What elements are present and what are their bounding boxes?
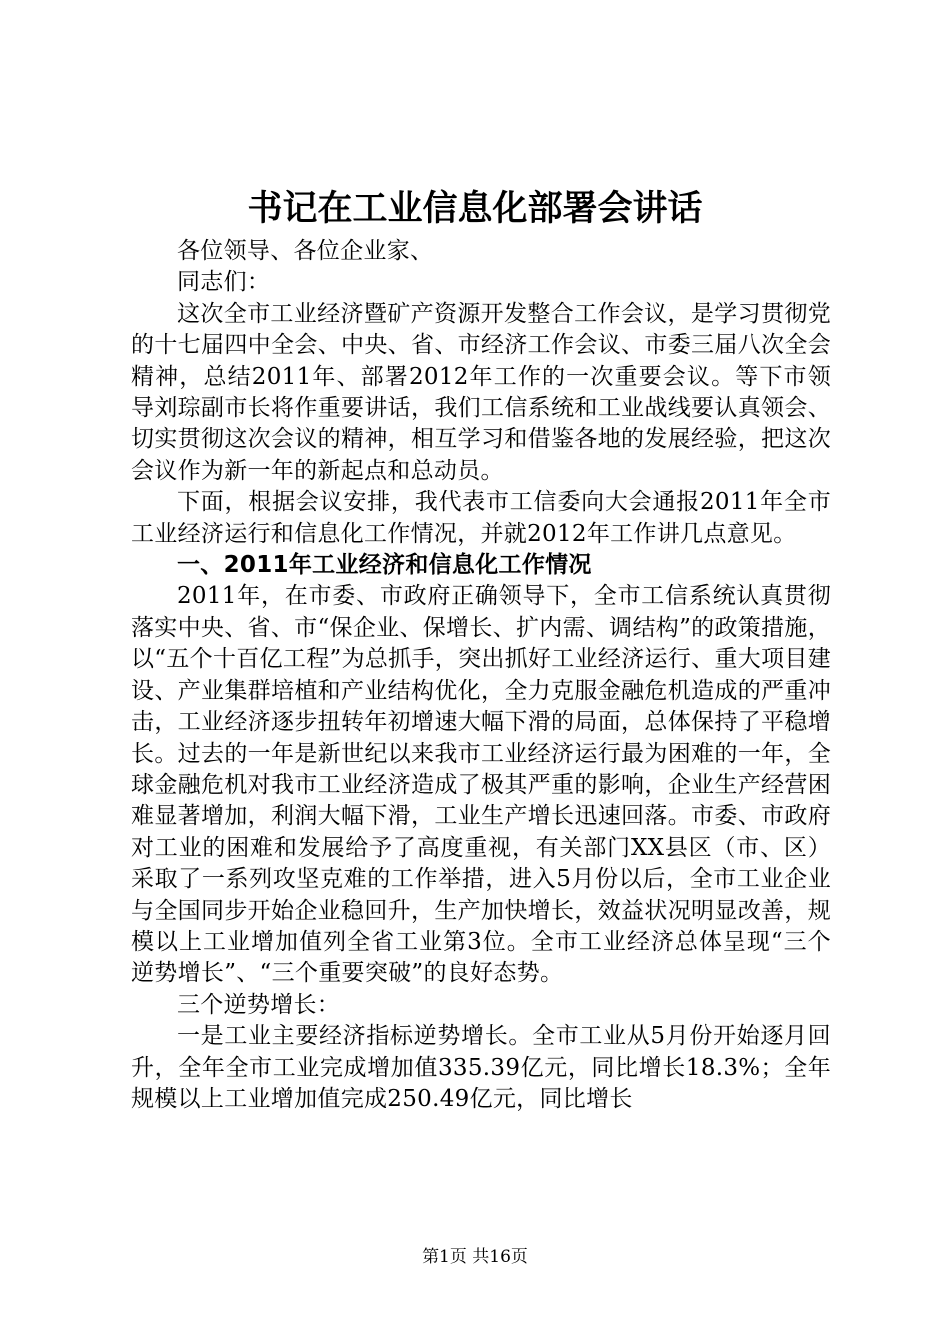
body-paragraph: 下面，根据会议安排，我代表市工信委向大会通报2011年全市工业经济运行和信息化工作情况，并就2012年工作讲几点意见。 (131, 489, 831, 547)
page-number: 第1页 共16页 (422, 1247, 528, 1267)
document-body (131, 236, 831, 1115)
body-paragraph: 这次全市工业经济暨矿产资源开发整合工作会议，是学习贯彻党的十七届四中全会、中央、省、市经济工作会议、市委三届八次全会精神，总结2011年、部署2012年工作的一次重要会议。等下市领导刘琮副市长将作重要讲话，我们工信系统和工业战线要认真领会、切实贯彻这次会议的精神，相互学习和借鉴各地的发展经验，把这次会议作为新一年的新起点和总动员。 (131, 300, 831, 484)
body-paragraph: 一是工业主要经济指标逆势增长。全市工业从5月份开始逐月回升，全年全市工业完成增加值335.39亿元，同比增长18.3%；全年规模以上工业增加值完成250.49亿元，同比增长 (131, 1023, 831, 1112)
body-paragraph: 三个逆势增长： (177, 991, 341, 1018)
document-title: 书记在工业信息化部署会讲话 (247, 189, 703, 229)
salutation-line-1: 各位领导、各位企业家、 (177, 238, 434, 264)
salutation-line-2: 同志们： (177, 269, 271, 296)
body-paragraph: 2011年，在市委、市政府正确领导下，全市工信系统认真贯彻落实中央、省、市“保企业、保增长、扩内需、调结构”的政策措施，以“五个十百亿工程”为总抓手，突出抓好工业经济运行、重大项目建设、产业集群培植和产业结构优化，全力克服金融危机造成的严重冲击，工业经济逐步扭转年初增速大幅下滑的局面，总体保持了平稳增长。过去的一年是新世纪以来我市工业经济运行最为困难的一年，全球金融危机对我市工业经济造成了极其严重的影响，企业生产经营困难显著增加，利润大幅下滑，工业生产增长迅速回落。市委、市政府对工业的困难和发展给予了高度重视，有关部门XX县区（市、区）采取了一系列攻坚克难的工作举措，进入5月份以后，全市工业企业与全国同步开始企业稳回升，生产加快增长，效益状况明显改善，规模以上工业增加值列全省工业第3位。全市工业经济总体呈现“三个逆势增长”、“三个重要突破”的良好态势。 (131, 583, 831, 987)
section-heading: 一、2011年工业经济和信息化工作情况 (177, 552, 592, 579)
